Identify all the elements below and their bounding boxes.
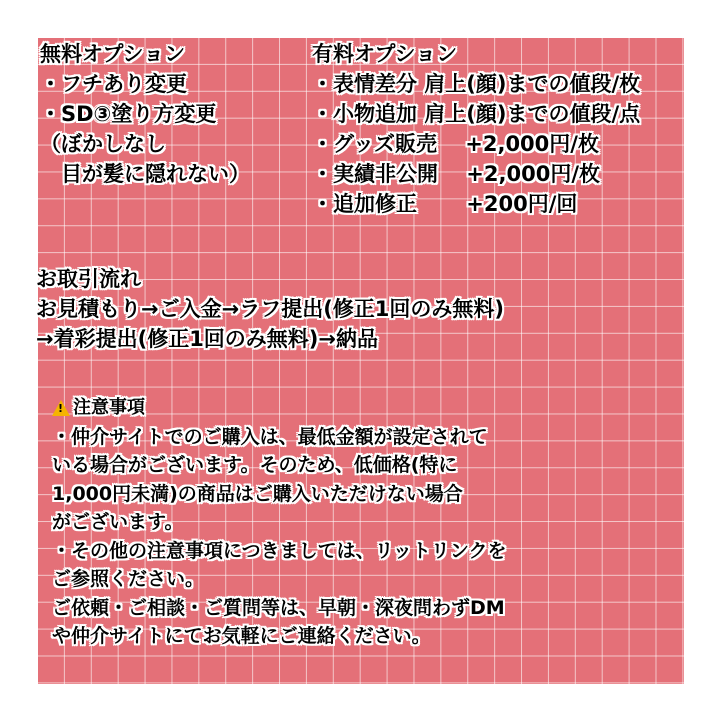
note-line: ・仲介サイトでのご購入は、最低金額が設定されて xyxy=(52,425,488,448)
note-line: いる場合がございます。そのため、低価格(特に xyxy=(52,454,458,476)
paid-option-item: ・追加修正 +200円/回 xyxy=(312,192,578,216)
paid-option-item: ・グッズ販売 +2,000円/枚 xyxy=(312,132,599,156)
free-options-heading: 無料オプション xyxy=(40,42,186,66)
free-option-item: （ぼかしなし xyxy=(40,132,166,156)
note-line: ご参照ください。 xyxy=(52,568,205,590)
notes-section xyxy=(52,394,506,651)
warning-icon xyxy=(52,400,70,416)
paid-option-item: ・小物追加 肩上(顔)までの値段/点 xyxy=(312,102,641,126)
transaction-flow xyxy=(36,264,504,354)
paid-options xyxy=(312,39,640,219)
free-option-item: ・フチあり変更 xyxy=(40,72,187,96)
paid-option-item: ・実績非公開 +2,000円/枚 xyxy=(312,162,601,186)
flow-line: →着彩提出(修正1回のみ無料)→納品 xyxy=(36,327,378,351)
paid-option-item: ・表情差分 肩上(顔)までの値段/枚 xyxy=(312,72,641,96)
note-line: ご依頼・ご相談・ご質問等は、早朝・深夜問わずDM xyxy=(52,596,505,619)
flow-heading: お取引流れ xyxy=(36,267,141,291)
note-line: 1,000円未満)の商品はご購入いただけない場合 xyxy=(52,482,463,505)
note-line: ・その他の注意事項につきましては、リットリンクを xyxy=(52,539,507,562)
notes-heading: 注意事項 xyxy=(73,397,145,418)
free-options xyxy=(40,39,250,189)
notes-heading-row xyxy=(52,394,506,423)
note-line: や仲介サイトにてお気軽にご連絡ください。 xyxy=(52,625,431,647)
note-line: がございます。 xyxy=(52,511,184,533)
free-option-item: ・SD③塗り方変更 xyxy=(40,102,217,126)
flow-line: お見積もり→ご入金→ラフ提出(修正1回のみ無料) xyxy=(36,297,504,321)
free-option-item: 目が髪に隠れない） xyxy=(40,162,250,186)
paid-options-heading: 有料オプション xyxy=(312,42,458,66)
